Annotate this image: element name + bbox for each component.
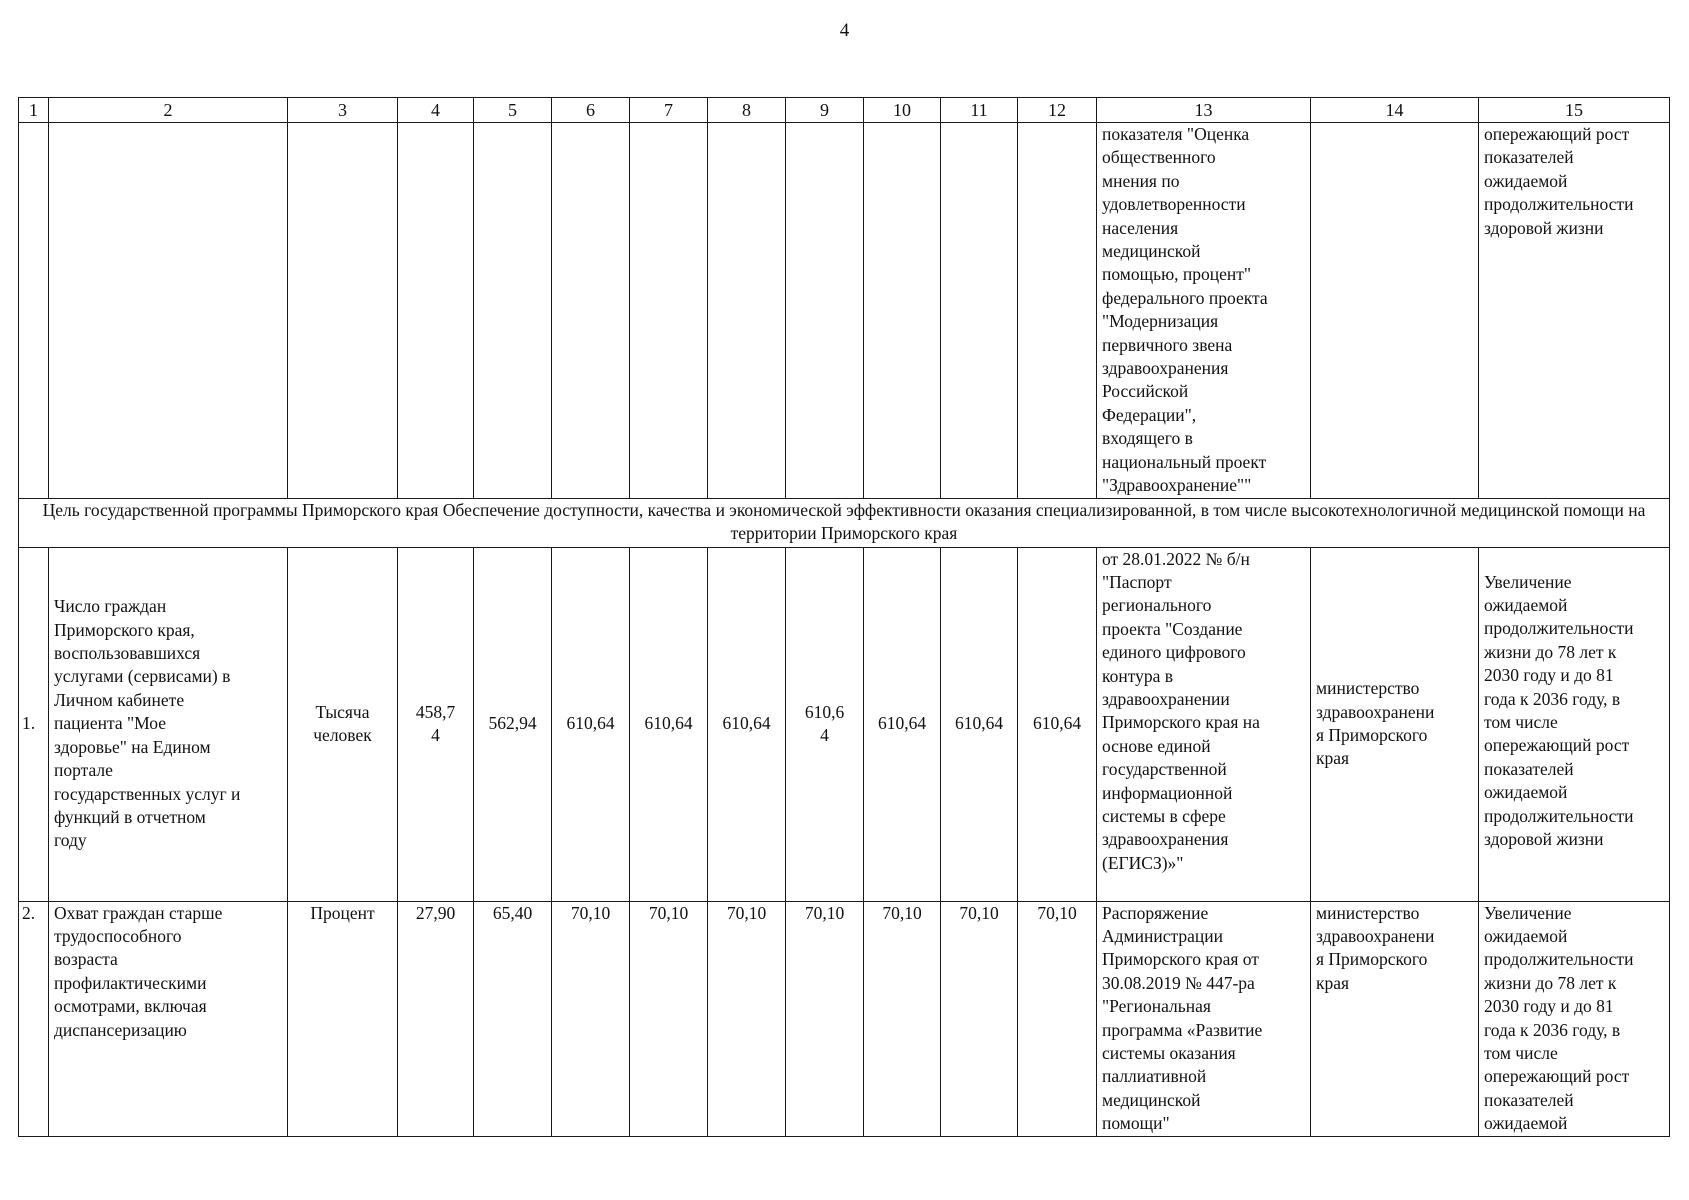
unit-cell: Тысяча человек bbox=[288, 547, 398, 901]
col-number: 7 bbox=[630, 98, 708, 123]
indicators-table bbox=[18, 97, 1670, 1137]
value-cell: 610,6 4 bbox=[786, 547, 864, 901]
table-row bbox=[19, 901, 1670, 1136]
table-row bbox=[19, 547, 1670, 901]
row-index: 2. bbox=[19, 901, 49, 1136]
value-cell: 610,64 bbox=[708, 547, 786, 901]
value-cell: 458,7 4 bbox=[398, 547, 474, 901]
value-cell: 610,64 bbox=[630, 547, 708, 901]
col-number: 9 bbox=[786, 98, 864, 123]
col-number: 2 bbox=[49, 98, 288, 123]
col-number: 4 bbox=[398, 98, 474, 123]
continuation-result-cell: опережающий рост показателей ожидаемой продолжительности здоровой жизни bbox=[1479, 123, 1670, 499]
unit-cell: Процент bbox=[288, 901, 398, 1136]
value-cell: 70,10 bbox=[630, 901, 708, 1136]
col-number: 12 bbox=[1018, 98, 1097, 123]
value-cell: 70,10 bbox=[708, 901, 786, 1136]
value-cell: 610,64 bbox=[864, 547, 941, 901]
col-number: 11 bbox=[941, 98, 1018, 123]
col-number: 3 bbox=[288, 98, 398, 123]
responsible-cell: министерство здравоохранени я Приморского края bbox=[1311, 901, 1479, 1136]
page-number: 4 bbox=[839, 20, 850, 41]
value-cell: 70,10 bbox=[941, 901, 1018, 1136]
col-number: 8 bbox=[708, 98, 786, 123]
result-cell: Увеличение ожидаемой продолжительности жизни до 78 лет к 2030 году и до 81 года к 2036 году, в том числе опережающий рост показателей ожидаемой продолжительности здоровой жизни bbox=[1479, 547, 1670, 901]
col-number: 15 bbox=[1479, 98, 1670, 123]
program-goal: Цель государственной программы Приморского края Обеспечение доступности, качества и экономической эффективности оказания специализированной, в том числе высокотехнологичной медицинской помощи на территории Приморского края bbox=[19, 498, 1670, 547]
document-cell: Распоряжение Администрации Приморского края от 30.08.2019 № 447-ра "Региональная программа «Развитие системы оказания паллиативной медицинской помощи" bbox=[1097, 901, 1311, 1136]
value-cell: 70,10 bbox=[864, 901, 941, 1136]
col-number: 6 bbox=[552, 98, 630, 123]
value-cell: 70,10 bbox=[786, 901, 864, 1136]
column-numbers-row bbox=[19, 98, 1670, 123]
value-cell: 70,10 bbox=[1018, 901, 1097, 1136]
col-number: 5 bbox=[474, 98, 552, 123]
value-cell: 27,90 bbox=[398, 901, 474, 1136]
col-number: 13 bbox=[1097, 98, 1311, 123]
value-cell: 610,64 bbox=[552, 547, 630, 901]
value-cell: 610,64 bbox=[941, 547, 1018, 901]
goal-row bbox=[19, 498, 1670, 547]
result-cell: Увеличение ожидаемой продолжительности жизни до 78 лет к 2030 году и до 81 года к 2036 году, в том числе опережающий рост показателей ожидаемой bbox=[1479, 901, 1670, 1136]
value-cell: 610,64 bbox=[1018, 547, 1097, 901]
value-cell: 562,94 bbox=[474, 547, 552, 901]
responsible-cell: министерство здравоохранени я Приморского края bbox=[1311, 547, 1479, 901]
col-number: 10 bbox=[864, 98, 941, 123]
continuation-row bbox=[19, 123, 1670, 499]
indicator-name: Охват граждан старше трудоспособного возраста профилактическими осмотрами, включая диспансеризацию bbox=[49, 901, 288, 1136]
value-cell: 65,40 bbox=[474, 901, 552, 1136]
document-cell: от 28.01.2022 № б/н "Паспорт регионального проекта "Создание единого цифрового контура в здравоохранении Приморского края на основе единой государственной информационной системы в сфере здравоохранения (ЕГИСЗ)»" bbox=[1097, 547, 1311, 901]
continuation-document-cell: показателя "Оценка общественного мнения по удовлетворенности населения медицинской помощью, процент" федерального проекта "Модернизация первичного звена здравоохранения Российской Федерации", входящего в национальный проект "Здравоохранение"" bbox=[1097, 123, 1311, 499]
value-cell: 70,10 bbox=[552, 901, 630, 1136]
row-index: 1. bbox=[19, 547, 49, 901]
indicator-name: Число граждан Приморского края, воспользовавшихся услугами (сервисами) в Личном кабинете пациента "Мое здоровье" на Едином портале государственных услуг и функций в отчетном году bbox=[49, 547, 288, 901]
col-number: 14 bbox=[1311, 98, 1479, 123]
col-number: 1 bbox=[19, 98, 49, 123]
